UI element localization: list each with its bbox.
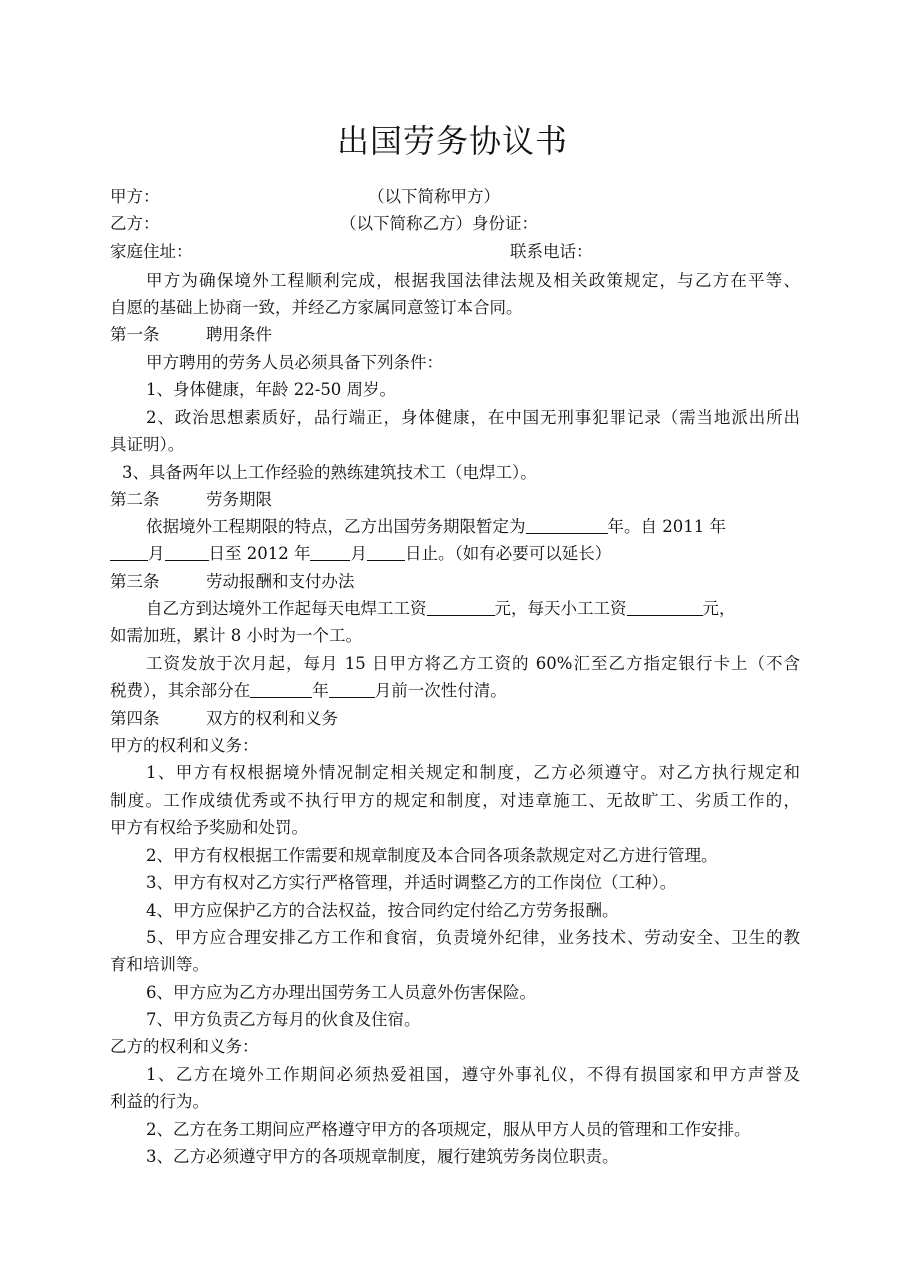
text-segment: 月 xyxy=(350,544,367,563)
wage-line-4 xyxy=(110,678,800,704)
intro-line-1: 甲方为确保境外工程顺利完成，根据我国法律法规及相关政策规定，与乙方在平等、 xyxy=(146,271,800,290)
paragraph: 工资发放于次月起，每月 15 日甲方将乙方工资的 60%汇至乙方指定银行卡上（不含 xyxy=(146,654,800,673)
welder-wage-blank[interactable] xyxy=(427,597,495,616)
text-segment: 元， xyxy=(702,599,736,618)
intro-line-2: 自愿的基础上协商一致，并经乙方家属同意签订本合同。 xyxy=(110,298,523,317)
party-a-line xyxy=(110,184,800,210)
paragraph: 7、甲方负责乙方每月的伙食及住宿。 xyxy=(146,1010,421,1029)
party-a-note: （以下简称甲方） xyxy=(368,187,500,206)
article-number: 第二条 xyxy=(110,490,160,509)
text-segment: 日止。（如有必要可以延长） xyxy=(404,544,612,563)
end-day-blank[interactable] xyxy=(367,542,405,561)
paragraph: 1、身体健康，年龄 22-50 周岁。 xyxy=(146,380,397,399)
text-segment: 元，每天小工工资 xyxy=(494,599,627,618)
paragraph: 2、政治思想素质好，品行端正，身体健康，在中国无刑事犯罪记录（需当地派出所出 xyxy=(146,408,800,427)
party-b-line xyxy=(110,211,800,237)
article-1-heading xyxy=(110,322,800,348)
article-2-heading xyxy=(110,487,800,513)
paragraph: 具证明）。 xyxy=(110,435,185,454)
paragraph: 6、甲方应为乙方办理出国劳务工人员意外伤害保险。 xyxy=(146,983,536,1002)
paragraph: 5、甲方应合理安排乙方工作和食宿，负责境外纪律，业务技术、劳动安全、卫生的教 xyxy=(146,928,800,947)
article-number: 第一条 xyxy=(110,325,160,344)
term-line-1 xyxy=(146,514,800,540)
paragraph: 如需加班，累计 8 小时为一个工。 xyxy=(110,626,362,645)
text-segment: 税费），其余部分在 xyxy=(110,681,251,700)
laborer-wage-blank[interactable] xyxy=(627,597,703,616)
document-title: 出国劳务协议书 xyxy=(336,122,568,160)
address-line xyxy=(110,239,800,265)
article-3-heading xyxy=(110,569,800,595)
party-a-label: 甲方： xyxy=(110,187,160,206)
paragraph: 1、甲方有权根据境外情况制定相关规定和制度，乙方必须遵守。对乙方执行规定和 xyxy=(146,763,800,782)
start-day-blank[interactable] xyxy=(165,542,209,561)
paragraph: 3、甲方有权对乙方实行严格管理，并适时调整乙方的工作岗位（工种）。 xyxy=(146,873,677,892)
start-month-blank[interactable] xyxy=(110,542,148,561)
text-segment: 月 xyxy=(148,544,165,563)
settle-month-blank[interactable] xyxy=(329,679,375,698)
party-b-duties-heading: 乙方的权利和义务： xyxy=(110,1037,259,1056)
text-segment: 年。自 2011 年 xyxy=(607,517,726,536)
party-a-duties-heading: 甲方的权利和义务： xyxy=(110,736,259,755)
text-segment: 月前一次性付清。 xyxy=(374,681,507,700)
paragraph: 甲方有权给予奖励和处罚。 xyxy=(110,818,308,837)
paragraph: 3、乙方必须遵守甲方的各项规章制度，履行建筑劳务岗位职责。 xyxy=(146,1147,619,1166)
paragraph: 4、甲方应保护乙方的合法权益，按合同约定付给乙方劳务报酬。 xyxy=(146,901,619,920)
article-number: 第三条 xyxy=(110,572,160,591)
article-4-heading xyxy=(110,706,800,732)
article-title: 劳务期限 xyxy=(206,490,272,509)
paragraph: 1、乙方在境外工作期间必须热爱祖国，遵守外事礼仪，不得有损国家和甲方声誉及 xyxy=(146,1065,800,1084)
article-title: 劳动报酬和支付办法 xyxy=(206,572,355,591)
address-label: 家庭住址： xyxy=(110,242,193,261)
term-line-2 xyxy=(110,541,800,567)
party-b-note: （以下简称乙方）身份证： xyxy=(340,214,538,233)
paragraph: 2、乙方在务工期间应严格遵守甲方的各项规定，服从甲方人员的管理和工作安排。 xyxy=(146,1120,751,1139)
paragraph: 2、甲方有权根据工作需要和规章制度及本合同各项条款规定对乙方进行管理。 xyxy=(146,846,718,865)
settle-year-blank[interactable] xyxy=(250,679,312,698)
phone-label: 联系电话： xyxy=(510,242,593,261)
paragraph: 利益的行为。 xyxy=(110,1092,209,1111)
text-segment: 自乙方到达境外工作起每天电焊工工资 xyxy=(146,599,427,618)
term-years-blank[interactable] xyxy=(526,515,608,534)
text-segment: 日至 2012 年 xyxy=(208,544,311,563)
end-month-blank[interactable] xyxy=(310,542,350,561)
paragraph: 制度。工作成绩优秀或不执行甲方的规定和制度，对违章施工、无故旷工、劣质工作的， xyxy=(110,791,800,810)
paragraph: 3、具备两年以上工作经验的熟练建筑技术工（电焊工）。 xyxy=(122,463,537,482)
paragraph: 甲方聘用的劳务人员必须具备下列条件： xyxy=(146,353,443,372)
article-title: 聘用条件 xyxy=(206,325,272,344)
text-segment: 年 xyxy=(312,681,329,700)
wage-line-1 xyxy=(146,596,800,622)
party-b-label: 乙方： xyxy=(110,214,160,233)
paragraph: 育和培训等。 xyxy=(110,955,209,974)
article-number: 第四条 xyxy=(110,709,160,728)
text-segment: 依据境外工程期限的特点，乙方出国劳务期限暂定为 xyxy=(146,517,526,536)
article-title: 双方的权利和义务 xyxy=(206,709,338,728)
